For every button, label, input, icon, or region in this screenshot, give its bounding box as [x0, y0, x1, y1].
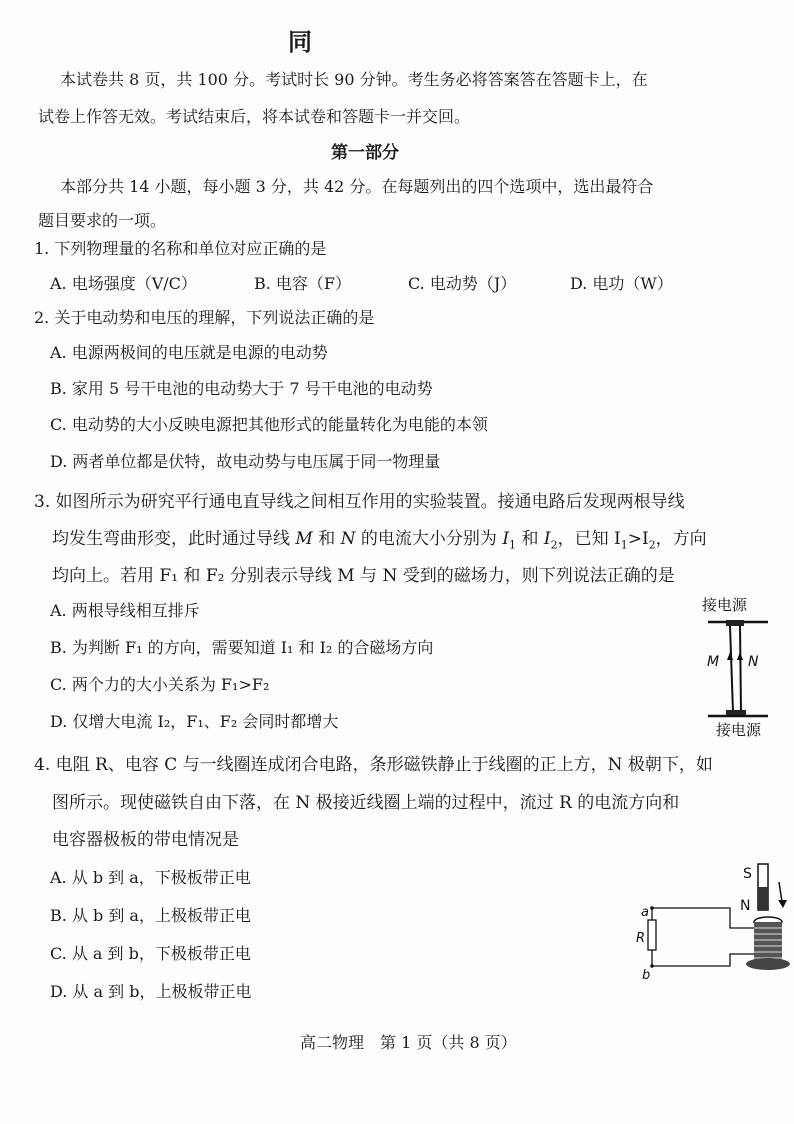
question-4-option-a: A. 从 b 到 a，下极板带正电	[50, 868, 251, 887]
subscript: 2	[648, 538, 656, 552]
top-clamp	[726, 620, 744, 626]
question-2-stem: 2. 关于电动势和电压的理解，下列说法正确的是	[34, 308, 375, 327]
page-footer: 高二物理 第 1 页（共 8 页）	[300, 1033, 517, 1052]
question-3-option-a: A. 两根导线相互排斥	[50, 601, 200, 620]
arrow-down-icon	[778, 900, 787, 908]
subscript: 1	[620, 538, 628, 552]
resistor	[648, 920, 656, 950]
question-1-option-c: C. 电动势（J）	[408, 274, 517, 293]
question-2-option-a: A. 电源两极间的电压就是电源的电动势	[50, 343, 328, 362]
question-3-option-b: B. 为判断 F₁ 的方向，需要知道 I₁ 和 I₂ 的合磁场方向	[50, 638, 434, 657]
stem-text: 和	[312, 529, 341, 549]
question-4-stem-line1: 4. 电阻 R、电容 C 与一线圈连成闭合电路，条形磁铁静止于线圈的正上方，N 极朝下，如	[34, 755, 713, 775]
section-intro-line2: 题目要求的一项。	[38, 211, 167, 230]
question-4-stem-line2: 图所示。现使磁铁自由下落，在 N 极接近线圈上端的过程中，流过 R 的电流方向和	[52, 793, 680, 813]
exam-notice-line1: 本试卷共 8 页，共 100 分。考试时长 90 分钟。考生务必将答案答在答题卡上，在	[60, 70, 648, 89]
stem-text: ，方向	[655, 529, 707, 549]
question-4-option-b: B. 从 b 到 a，上极板带正电	[50, 906, 251, 925]
node-b	[650, 964, 654, 968]
question-4-option-c: C. 从 a 到 b，下极板带正电	[50, 944, 251, 963]
upper-wire	[652, 908, 754, 928]
subscript: 1	[509, 538, 517, 552]
coil-base	[746, 958, 790, 970]
header-title-fragment: 同	[288, 27, 312, 56]
fall-arrow	[779, 882, 782, 902]
question-2-option-b: B. 家用 5 号干电池的电动势大于 7 号干电池的电动势	[50, 379, 433, 398]
wire-n	[740, 626, 741, 712]
bottom-power-label: 接电源	[716, 721, 762, 739]
current-i1-symbol: I	[502, 529, 510, 549]
magnet-n-half	[758, 887, 768, 910]
stem-text: >I	[627, 529, 649, 549]
question-1-stem: 1. 下列物理量的名称和单位对应正确的是	[34, 239, 327, 258]
resistor-r-label: R	[636, 931, 646, 946]
question-3-option-c: C. 两个力的大小关系为 F₁>F₂	[50, 675, 270, 694]
magnet-n-label: N	[740, 898, 751, 914]
wire-m	[730, 626, 733, 712]
question-1-option-d: D. 电功（W）	[570, 274, 673, 293]
question-2-option-d: D. 两者单位都是伏特，故电动势与电压属于同一物理量	[50, 452, 441, 471]
question-3-stem-line3: 均向上。若用 F₁ 和 F₂ 分别表示导线 M 与 N 受到的磁场力，则下列说法正确的是	[52, 566, 675, 586]
wire-m-symbol: M	[295, 529, 313, 549]
node-a	[650, 906, 654, 910]
stem-text: 的电流大小分别为	[355, 529, 503, 549]
question-1-option-b: B. 电容（F）	[254, 274, 352, 293]
question-2-option-c: C. 电动势的大小反映电源把其他形式的能量转化为电能的本领	[50, 415, 488, 434]
question-4-stem-line3: 电容器极板的带电情况是	[52, 830, 239, 850]
lower-wire	[652, 954, 754, 966]
wire-n-label: N	[748, 654, 759, 670]
question-1-option-a: A. 电场强度（V/C）	[50, 274, 197, 293]
question-4-option-d: D. 从 a 到 b，上极板带正电	[50, 982, 252, 1001]
subscript: 2	[550, 538, 558, 552]
coil-magnet-figure	[630, 858, 794, 992]
arrow-up-icon	[727, 652, 733, 660]
current-i2-symbol: I	[543, 529, 551, 549]
top-power-label: 接电源	[702, 596, 748, 614]
wire-n-symbol: N	[340, 529, 356, 549]
magnet-s-label: S	[743, 866, 752, 882]
question-3-option-d: D. 仅增大电流 I₂，F₁、F₂ 会同时都增大	[50, 712, 339, 731]
node-b-label: b	[642, 968, 651, 983]
wire-m-label: M	[707, 654, 720, 670]
stem-text: ，已知 I	[557, 529, 621, 549]
stem-text: 均发生弯曲形变，此时通过导线	[52, 529, 296, 549]
question-3-stem-line1: 3. 如图所示为研究平行通电直导线之间相互作用的实验装置。接通电路后发现两根导线	[34, 492, 685, 512]
section-intro-line1: 本部分共 14 小题，每小题 3 分，共 42 分。在每题列出的四个选项中，选出最符合	[60, 177, 654, 196]
exam-notice-line2: 试卷上作答无效。考试结束后，将本试卷和答题卡一并交回。	[38, 107, 471, 126]
parallel-wires-figure	[690, 594, 790, 744]
stem-text: 和	[516, 529, 544, 549]
section-title: 第一部分	[331, 143, 399, 163]
arrow-up-icon	[737, 652, 743, 660]
node-a-label: a	[641, 905, 649, 920]
question-3-stem-line2	[52, 524, 707, 551]
